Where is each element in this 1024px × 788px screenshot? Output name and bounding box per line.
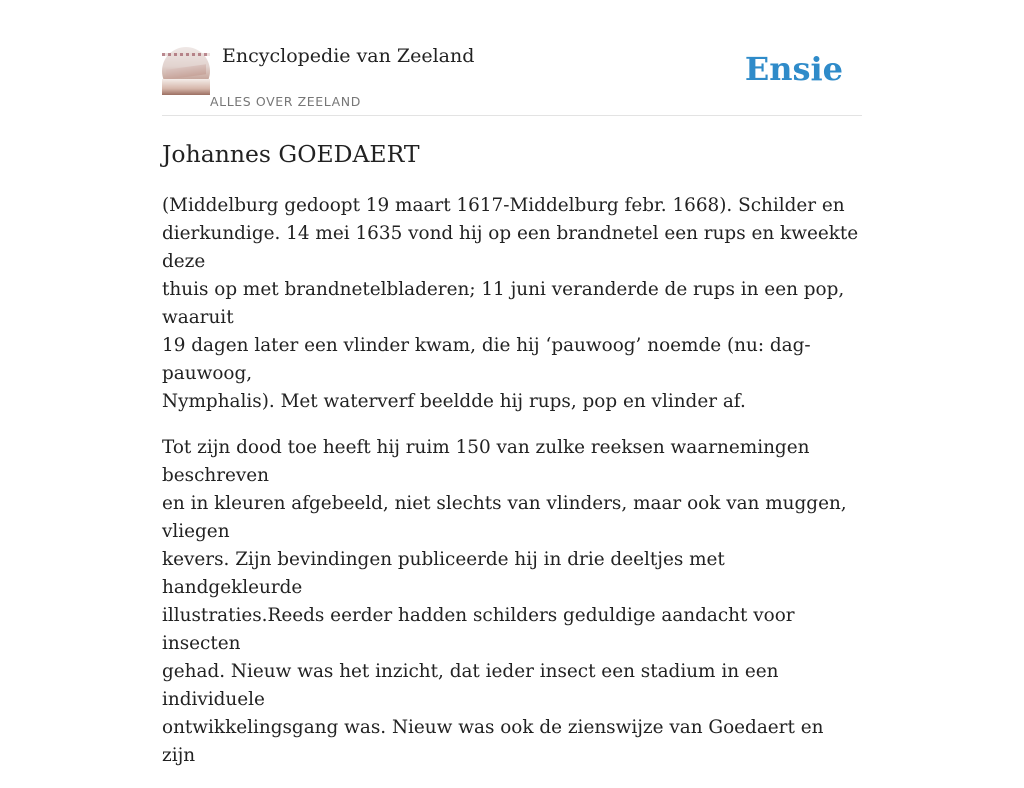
avatar-detail (162, 53, 210, 56)
page (162, 0, 862, 766)
text-line: thuis op met brandnetelbladeren; 11 juni veranderde de rups in een pop, waaruit (162, 279, 845, 328)
text-line: ontwikkelingsgang was. Nieuw was ook de zienswijze van Goedaert en zijn (162, 717, 824, 766)
text-line: 19 dagen later een vlinder kwam, die hij ‘pauwoog’ noemde (nu: dag-pauwoog, (162, 335, 811, 384)
text-line: (Middelburg gedoopt 19 maart 1617-Middelburg febr. 1668). Schilder en (162, 195, 845, 216)
text-line: dierkundige. 14 mei 1635 vond hij op een brandnetel een rups en kweekte deze (162, 223, 859, 272)
text-line: Tot zijn dood toe heeft hij ruim 150 van zulke reeksen waarnemingen beschreven (162, 437, 810, 486)
article-body (162, 192, 862, 788)
site-subtitle: ALLES OVER ZEELAND (210, 94, 361, 109)
site-title[interactable]: Encyclopedie van Zeeland (222, 45, 475, 67)
avatar-detail (162, 79, 210, 95)
brand-logo[interactable]: Ensie (744, 50, 843, 88)
text-line: gehad. Nieuw was het inzicht, dat ieder insect een stadium in een individuele (162, 661, 779, 710)
paragraph (162, 192, 862, 416)
text-line: Nymphalis). Met waterverf beeldde hij rups, pop en vlinder af. (162, 391, 746, 412)
text-line: kevers. Zijn bevindingen publiceerde hij in drie deeltjes met handgekleurde (162, 549, 725, 598)
site-avatar[interactable] (162, 47, 210, 95)
text-line: en in kleuren afgebeeld, niet slechts van vlinders, maar ook van muggen, vliegen (162, 493, 847, 542)
paragraph (162, 434, 862, 770)
avatar-detail (166, 64, 206, 80)
header-divider (162, 115, 862, 116)
text-line: illustraties.Reeds eerder hadden schilders geduldige aandacht voor insecten (162, 605, 795, 654)
article-title: Johannes GOEDAERT (162, 140, 420, 168)
